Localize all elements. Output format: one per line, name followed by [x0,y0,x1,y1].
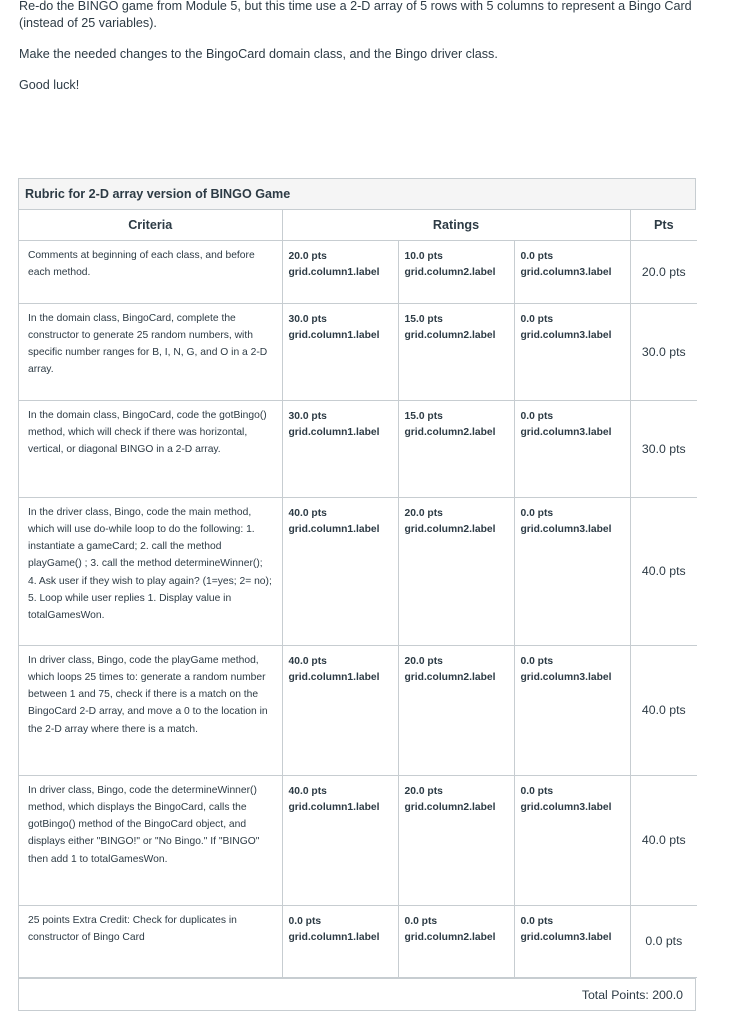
rating-label: grid.column1.label [288,523,380,535]
rubric-row [19,645,697,775]
rubric-header-row [19,210,697,240]
rubric-row [19,905,697,977]
rating-points: 40.0 pts [288,507,327,519]
rating-cell [514,240,630,303]
ratings-header: Ratings [282,210,630,240]
description-paragraph: Re-do the BINGO game from Module 5, but this time use a 2-D array of 5 rows with 5 columns to represent a Bingo Card (instead of 25 variables). [19,0,692,30]
rating-cell [282,775,398,905]
rating-cell [282,645,398,775]
rating-points: 0.0 pts [520,410,554,422]
rating-points: 0.0 pts [288,915,322,927]
total-points: Total Points: 200.0 [19,978,695,1010]
rating-cell [398,645,514,775]
description-paragraph: Make the needed changes to the BingoCard domain class, and the Bingo driver class. [19,47,498,61]
rating-cell [282,240,398,303]
rating-points: 10.0 pts [404,250,443,262]
rating-label: grid.column2.label [404,266,496,278]
rubric-body [19,240,697,977]
rating-label: grid.column3.label [520,801,612,813]
rubric-table [18,178,696,1011]
description-paragraph: Good luck! [19,78,80,92]
rating-points: 0.0 pts [520,655,554,667]
criterion-points: 40.0 pts [630,775,697,905]
criteria-description: In the driver class, Bingo, code the main method, which will use do-while loop to do the following: 1. instantiate a gameCard; 2. call the method playGame() ; 3. call the method determineWinner(); 4. Ask user if they wish to play again? (1=yes; 2= no); 5. Loop while user replies 1. Display value in totalGamesWon. [19,497,282,645]
rating-label: grid.column1.label [288,931,380,943]
rating-label: grid.column2.label [404,801,496,813]
rating-points: 0.0 pts [404,915,438,927]
rating-points: 0.0 pts [520,507,554,519]
rating-label: grid.column1.label [288,329,380,341]
criteria-description: In the domain class, BingoCard, code the gotBingo() method, which will check if there was horizontal, vertical, or diagonal BINGO in a 2-D array. [19,400,282,497]
rating-cell [282,400,398,497]
rating-points: 30.0 pts [288,410,327,422]
rating-points: 40.0 pts [288,655,327,667]
rubric-grid [19,210,697,978]
criterion-points: 40.0 pts [630,645,697,775]
rubric-row [19,400,697,497]
rating-cell [282,905,398,977]
criteria-header: Criteria [19,210,282,240]
criteria-description: In the domain class, BingoCard, complete the constructor to generate 25 random numbers, with specific number ranges for B, I, N, G, and O in a 2-D array. [19,303,282,400]
criterion-points: 20.0 pts [630,240,697,303]
rating-label: grid.column3.label [520,426,612,438]
rating-cell [514,775,630,905]
rating-cell [398,775,514,905]
rating-label: grid.column2.label [404,329,496,341]
rating-cell [398,497,514,645]
rating-label: grid.column1.label [288,671,380,683]
rating-cell [282,303,398,400]
rating-label: grid.column1.label [288,801,380,813]
rating-cell [514,497,630,645]
rating-label: grid.column2.label [404,426,496,438]
criteria-description: In driver class, Bingo, code the determineWinner() method, which displays the BingoCard, calls the gotBingo() method of the BingoCard object, and displays either "BINGO!" or "No Bingo." If "BINGO" then add 1 to totalGamesWon. [19,775,282,905]
rubric-row [19,240,697,303]
rating-points: 15.0 pts [404,410,443,422]
rating-points: 40.0 pts [288,785,327,797]
rating-label: grid.column1.label [288,266,380,278]
rating-cell [398,400,514,497]
rating-label: grid.column3.label [520,671,612,683]
rubric-row [19,497,697,645]
rating-points: 0.0 pts [520,313,554,325]
assignment-description [19,0,709,108]
rating-label: grid.column2.label [404,523,496,535]
rubric-title: Rubric for 2-D array version of BINGO Game [19,179,695,210]
rating-cell [398,240,514,303]
rubric-row [19,303,697,400]
rating-points: 30.0 pts [288,313,327,325]
rating-cell [514,303,630,400]
rubric-row [19,775,697,905]
criterion-points: 30.0 pts [630,400,697,497]
rating-cell [398,303,514,400]
rating-points: 20.0 pts [288,250,327,262]
rating-label: grid.column1.label [288,426,380,438]
criterion-points: 0.0 pts [630,905,697,977]
rating-points: 0.0 pts [520,915,554,927]
criteria-description: 25 points Extra Credit: Check for duplicates in constructor of Bingo Card [19,905,282,977]
pts-header: Pts [630,210,697,240]
rating-points: 0.0 pts [520,785,554,797]
criterion-points: 30.0 pts [630,303,697,400]
criteria-description: In driver class, Bingo, code the playGame method, which loops 25 times to: generate a random number between 1 and 75, check if there is a match on the BingoCard 2-D array, and move a 0 to the location in the 2-D array where there is a match. [19,645,282,775]
rating-points: 20.0 pts [404,655,443,667]
rating-points: 20.0 pts [404,507,443,519]
rating-label: grid.column3.label [520,266,612,278]
criterion-points: 40.0 pts [630,497,697,645]
rating-label: grid.column2.label [404,671,496,683]
criteria-description: Comments at beginning of each class, and before each method. [19,240,282,303]
rating-label: grid.column3.label [520,931,612,943]
rating-cell [514,400,630,497]
rating-points: 0.0 pts [520,250,554,262]
rating-cell [514,645,630,775]
rating-label: grid.column3.label [520,329,612,341]
rating-cell [282,497,398,645]
rating-cell [514,905,630,977]
rating-label: grid.column2.label [404,931,496,943]
rating-points: 15.0 pts [404,313,443,325]
rating-cell [398,905,514,977]
rating-points: 20.0 pts [404,785,443,797]
rating-label: grid.column3.label [520,523,612,535]
